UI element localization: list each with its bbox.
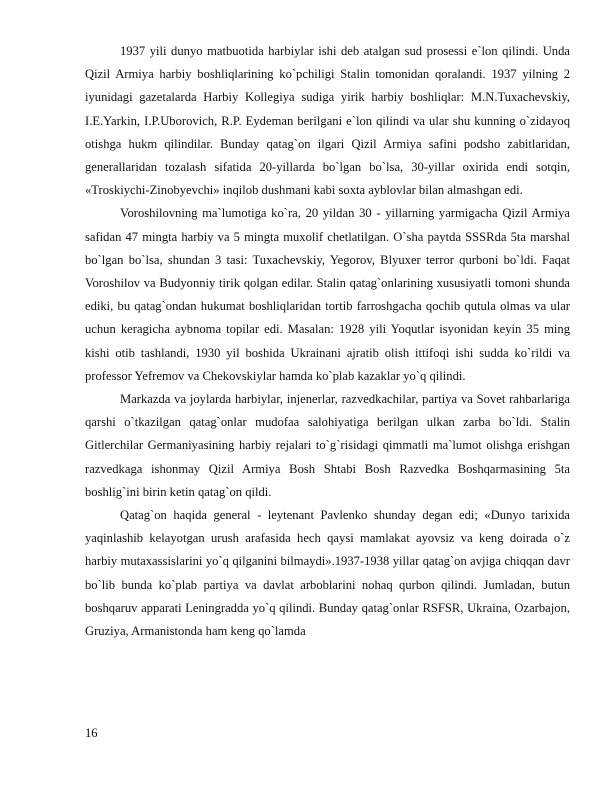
paragraph-1: 1937 yili dunyo matbuotida harbiylar ishi deb atalgan sud prosessi e`lon qilindi. Unda Qizil Armiya harbiy boshliqlarining ko`pchiligi Stalin tomonidan qoralandi. 1937 yilning 2 iyunidagi gazetalarda Harbiy Kollegiya sudiga yirik harbiy boshliqlar: M.N.Tuxachevskiy, I.E.Yarkin, I.P.Uborovich, R.P. Eydeman berilgani e`lon qilindi va ular shu kunning o`zidayoq otishga hukm qilindilar. Bunday qatag`on ilgari Qizil Armiya safini podsho zabitlaridan, generallaridan tozalash sifatida 20-yillarda bo`lgan bo`lsa, 30-yillar oxirida endi sotqin, «Troskiychi-Zinobyevchi» inqilob dushmani kabi soxta ayblovlar bilan almashgan edi. <box>85 44 570 198</box>
page-number: 16 <box>85 726 98 740</box>
paragraph-3: Markazda va joylarda harbiylar, injenerlar, razvedkachilar, partiya va Sovet rahbarlariga qarshi o`tkazilgan qatag`onlar mudofaa salohiyatiga berilgan ulkan zarba bo`ldi. Stalin Gitlerchilar Germaniyasining harbiy rejalari to`g`risidagi qimmatli ma`lumot olishga erishgan razvedkaga ishonmay Qizil Armiya Bosh Shtabi Bosh Razvedka Boshqarmasining 5ta boshlig`ini birin ketin qatag`on qildi. <box>85 392 570 499</box>
document-page <box>85 40 570 643</box>
paragraph-2: Voroshilovning ma`lumotiga ko`ra, 20 yildan 30 - yillarning yarmigacha Qizil Armiya safidan 47 mingta harbiy va 5 mingta muxolif chetlatilgan. O`sha paytda SSSRda 5ta marshal bo`lgan bo`lsa, shundan 3 tasi: Tuxachevskiy, Yegorov, Blyuxer terror qurboni bo`ldi. Faqat Voroshilov va Budyonniy tirik qolgan edilar. Stalin qatag`onlarining xususiyatli tomoni shunda ediki, bu qatag`ondan hukumat boshliqlaridan tortib farroshgacha qochib qutula olmas va ular uchun keragicha aybnoma topilar edi. Masalan: 1928 yili Yoqutlar isyonidan keyin 35 ming kishi otib tashlandi, 1930 yil boshida Ukrainani ajratib olish ittifoqi ishi sudda ko`rildi va professor Yefremov va Chekovskiylar hamda ko`plab kazaklar yo`q qilindi. <box>85 206 570 383</box>
paragraph-4: Qatag`on haqida general - leytenant Pavlenko shunday degan edi; «Dunyo tarixida yaqinlashib kelayotgan urush arafasida hech qaysi mamlakat ayovsiz va keng doirada o`z harbiy mutaxassislarini yo`q qilganini bilmaydi».1937-1938 yillar qatag`on avjiga chiqqan davr bo`lib bunda ko`plab partiya va davlat arboblarini nohaq qurbon qilindi. Jumladan, butun boshqaruv apparati Leningradda yo`q qilindi. Bunday qatag`onlar RSFSR, Ukraina, Ozarbajon, Gruziya, Armanistonda ham keng qo`lamda <box>85 508 570 639</box>
